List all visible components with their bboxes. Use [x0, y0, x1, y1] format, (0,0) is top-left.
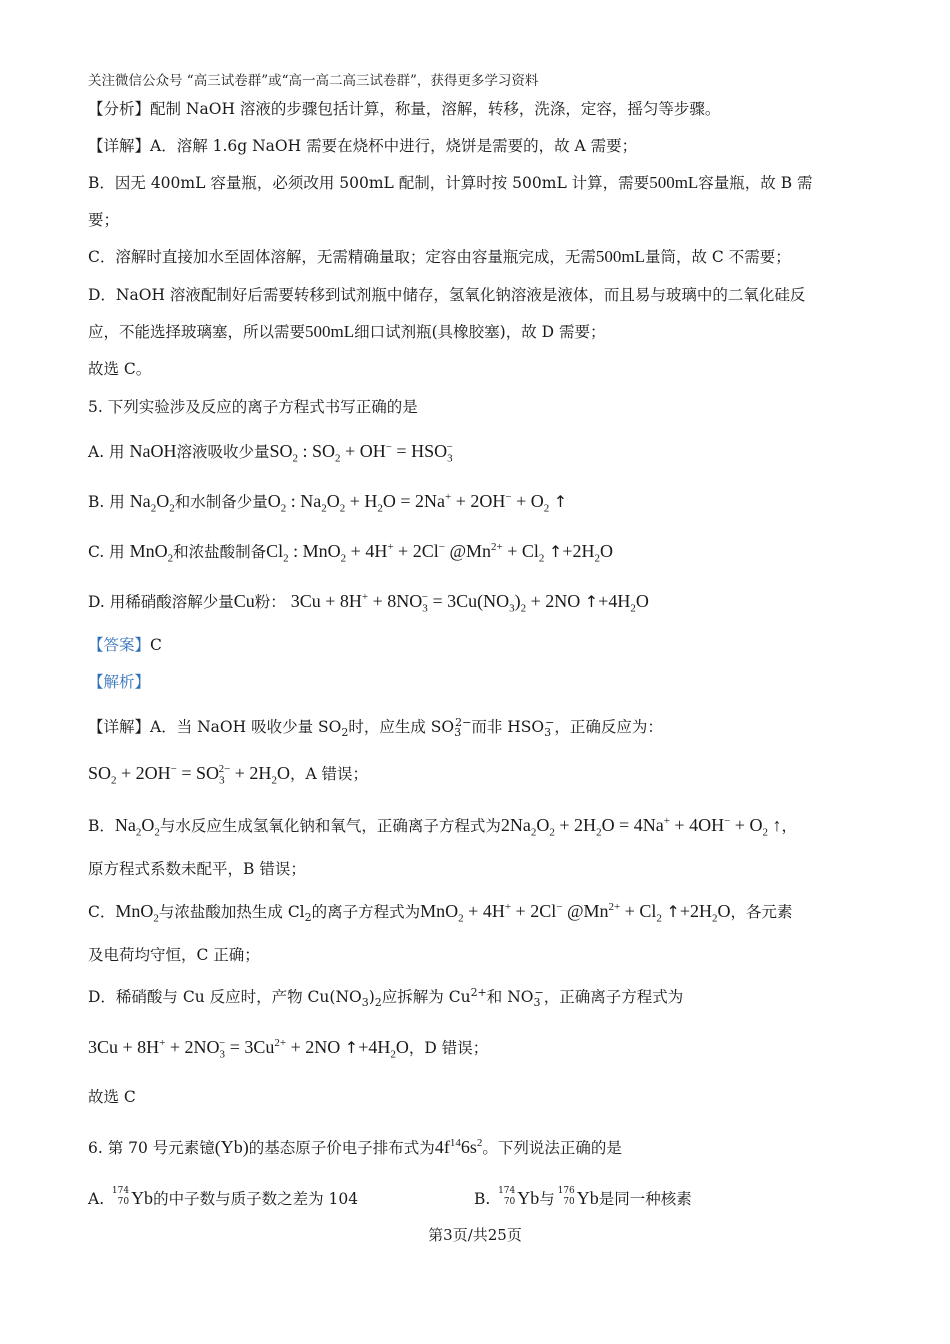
q5-stem: 5. 下列实验涉及反应的离子方程式书写正确的是	[88, 398, 418, 416]
q5-detail-d-line1: D．稀硝酸与 Cu 反应时，产物 $Cu(NO_3)_2$应拆解为 $Cu^{2+}$和 $NO_3^-$，正确离子方程式为	[88, 985, 684, 1010]
nuclide-yb174-b: 174 70	[498, 1186, 516, 1207]
q4-analysis: 【分析】配制 NaOH 溶液的步骤包括计算，称量，溶解，转移，洗涤，定容，摇匀等步骤。	[88, 100, 721, 118]
q5-analysis-tag: 【解析】	[88, 673, 151, 691]
q4-detail-d-line1: D．NaOH 溶液配制好后需要转移到试剂瓶中储存，氢氧化钠溶液是液体，而且易与玻璃中的二氧化硅反	[88, 286, 806, 304]
q5-detail-d-line2: $3Cu + 8H^+ + 2NO_3^- = 3Cu^{2+} + 2NO$ $↑+4H_2O$，D 错误；	[88, 1037, 489, 1061]
q4-detail-c: C．溶解时直接加水至固体溶解，无需精确量取；定容由容量瓶完成，无需500mL量筒，故 C 不需要；	[88, 247, 791, 266]
q5-option-c: C. 用 MnO$_2$和浓盐酸制备$Cl_2$ : MnO$_2$ + 4H+ + 2Cl− $@Mn^{2+} + Cl_2$ $↑+2H_2O$	[88, 541, 613, 565]
q4-conclusion: 故选 C。	[88, 360, 152, 378]
q5-detail-b-line2: 原方程式系数未配平，B 错误；	[88, 860, 306, 878]
nuclide-yb176: 176 70	[557, 1186, 575, 1207]
q4-detail-d-line2: 应，不能选择玻璃塞，所以需要500mL细口试剂瓶(具橡胶塞)，故 D 需要；	[88, 322, 606, 341]
q5-option-b: B. 用 $Na_2O_2$和水制备少量$O_2$ : $Na_2O_2 + H_2O = 2Na^+ + 2OH^- + O_2$ ↑	[88, 491, 568, 515]
q5-option-d: D. 用稀硝酸溶解少量Cu粉： $3Cu + 8H^+ + 8NO_3^- = 3Cu(NO_3)_2 + 2NO$ $↑+4H_2O$	[88, 591, 649, 615]
q4-detail-b-line2: 要；	[88, 211, 120, 229]
q6-option-a: A. 174 70 Yb的中子数与质子数之差为 104	[88, 1186, 359, 1208]
q5-detail-b-line1: B．$Na_2O_2$与水反应生成氢氧化钠和氧气，正确离子方程式为$2Na_2O_2 + 2H_2O = 4Na^+ + 4OH^- + O_2$ ↑，	[88, 815, 797, 839]
q5-conclusion: 故选 C	[88, 1088, 136, 1106]
q5-detail-a-line1: 【详解】A．当 NaOH 吸收少量 $SO_2$时，应生成 $SO_3^{2-}$而非 $HSO_3^-$，正确反应为：	[88, 715, 663, 740]
page-footer: 第3页/共25页	[428, 1226, 522, 1244]
q5-detail-c-line2: 及电荷均守恒，C 正确；	[88, 946, 260, 964]
nuclide-yb174: 174 70	[111, 1186, 130, 1207]
q4-detail-b-line1: B．因无 400mL 容量瓶，必须改用 500mL 配制，计算时按 500mL 计算，需要500mL容量瓶，故 B 需	[88, 173, 813, 192]
q5-answer: 【答案】C	[88, 636, 162, 654]
q4-detail-a: 【详解】A．溶解 1.6g NaOH 需要在烧杯中进行，烧饼是需要的，故 A 需要；	[88, 137, 638, 155]
header-note: 关注微信公众号 “高三试卷群”或“高一高二高三试卷群”，获得更多学习资料	[88, 73, 539, 89]
q5-option-a: A. 用 NaOH溶液吸收少量$SO_2$ : $SO_2 + OH^- = HSO_3^-$	[88, 441, 453, 465]
q5-detail-a-line2: $SO_2 + 2OH^- = SO_3^{2-} + 2H_2O$，A 错误；	[88, 763, 369, 787]
q5-detail-c-line1: C．MnO$_2$与浓盐酸加热生成 $Cl_2$的离子方程式为MnO$_2$ + 4H+ + 2Cl− $@Mn^{2+} + Cl_2$ $↑+2H_2O$，各元素	[88, 901, 793, 925]
q6-option-b: B. 174 70 Yb与 176 70 Yb是同一种核素	[474, 1186, 692, 1208]
q6-stem: 6. 第 70 号元素镱(Yb)的基态原子价电子排布式为$4f^{14}6s^2$。下列说法正确的是	[88, 1137, 622, 1157]
